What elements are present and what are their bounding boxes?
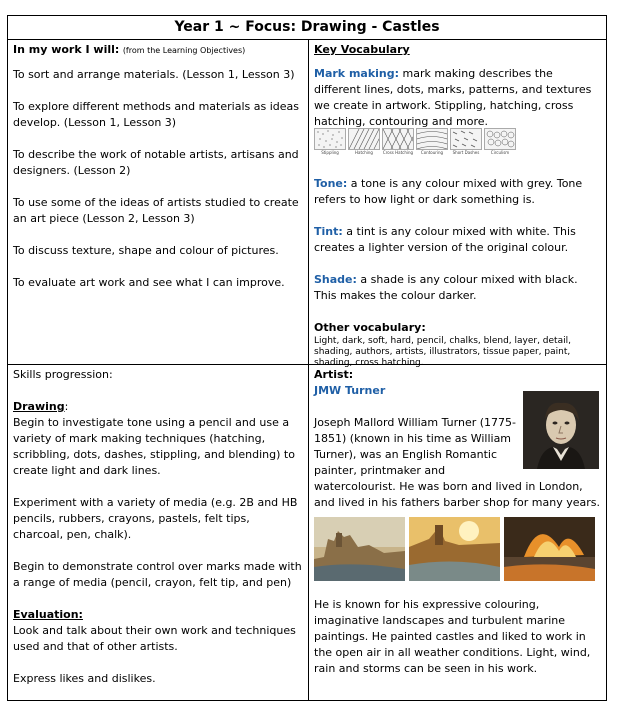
swatch-label: Cross Hatching bbox=[382, 150, 414, 155]
vocabulary-cell bbox=[309, 40, 606, 368]
spacer bbox=[13, 479, 303, 495]
mark-making-swatches bbox=[314, 128, 601, 156]
spacer bbox=[13, 59, 303, 67]
artist-bio-text: Joseph Mallord William Turner (1775-1851) (known in his time as William Turner), was an English Romantic painter, printmaker and watercolourist. He was born and lived in London, and lived in his fathers barber shop for many years. bbox=[314, 416, 601, 509]
vocab-tone bbox=[314, 176, 601, 208]
objectives-cell bbox=[8, 40, 308, 364]
cross-hatching-swatch bbox=[382, 128, 414, 156]
objective-item: To evaluate art work and see what I can improve. bbox=[13, 276, 285, 289]
vocab-term: Tint: bbox=[314, 225, 343, 238]
short-dashes-icon bbox=[450, 128, 482, 150]
turner-portrait-image bbox=[523, 391, 599, 469]
spacer bbox=[13, 131, 303, 147]
swatch-label: Contouring bbox=[420, 150, 444, 155]
drawing-heading: Drawing bbox=[13, 400, 65, 413]
evaluation-item: Express likes and dislikes. bbox=[13, 672, 156, 685]
drawing-item: Begin to investigate tone using a pencil and use a variety of mark making techniques (hatching, scribbling, dots, dashes, stippling, and blending) to create light and dark lines. bbox=[13, 416, 295, 477]
hatching-icon bbox=[348, 128, 380, 150]
vocab-definition: a tint is any colour mixed with white. This creates a lighter version of the original colour. bbox=[314, 225, 576, 254]
vocab-term: Tone: bbox=[314, 177, 348, 190]
swatch-label: Hatching bbox=[355, 150, 373, 155]
vocab-shade bbox=[314, 272, 601, 304]
stippling-swatch bbox=[314, 128, 346, 156]
spacer bbox=[13, 179, 303, 195]
evaluation-heading: Evaluation: bbox=[13, 608, 83, 621]
spacer bbox=[314, 208, 601, 224]
evaluation-item: Look and talk about their own work and techniques used and that of other artists. bbox=[13, 624, 296, 653]
short-dashes-swatch bbox=[450, 128, 482, 156]
objective-item: To explore different methods and materials as ideas develop. (Lesson 1, Lesson 3) bbox=[13, 100, 299, 129]
skills-cell bbox=[8, 365, 308, 701]
swatch-label: Circulism bbox=[490, 150, 510, 155]
artist-heading: Artist: bbox=[314, 368, 354, 381]
page-title: Year 1 ~ Focus: Drawing - Castles bbox=[8, 16, 606, 40]
objectives-heading: In my work I will: bbox=[13, 43, 120, 56]
spacer bbox=[13, 227, 303, 243]
knowledge-organiser bbox=[7, 15, 607, 701]
vocab-term: Mark making: bbox=[314, 67, 400, 80]
contouring-swatch bbox=[416, 128, 448, 156]
contouring-icon bbox=[416, 128, 448, 150]
circulism-icon bbox=[484, 128, 516, 150]
spacer bbox=[314, 256, 601, 272]
artist-cell bbox=[309, 365, 606, 701]
stippling-icon bbox=[314, 128, 346, 150]
vocab-mark-making bbox=[314, 66, 601, 130]
spacer bbox=[13, 591, 303, 607]
drawing-item: Experiment with a variety of media (e.g. 2B and HB pencils, rubbers, crayons, pastels, felt tips, charcoal, pen, chalk). bbox=[13, 496, 298, 541]
spacer bbox=[314, 304, 601, 320]
cross-hatching-icon bbox=[382, 128, 414, 150]
skills-heading: Skills progression: bbox=[13, 368, 113, 381]
circulism-swatch bbox=[484, 128, 516, 156]
fire-painting-image bbox=[504, 517, 595, 581]
vocabulary-heading: Key Vocabulary bbox=[314, 43, 410, 56]
drawing-heading-colon: : bbox=[64, 400, 69, 413]
other-vocabulary-heading: Other vocabulary: bbox=[314, 321, 426, 334]
other-vocabulary-list: Light, dark, soft, hard, pencil, chalks, blend, layer, detail, shading, authors, artists, illustrators, tissue paper, paint, shading, cross hatching. bbox=[314, 336, 571, 368]
spacer bbox=[314, 58, 601, 66]
objectives-heading-note: (from the Learning Objectives) bbox=[122, 46, 246, 55]
spacer bbox=[314, 581, 601, 597]
spacer bbox=[13, 83, 303, 99]
vocab-definition: a tone is any colour mixed with grey. Tone refers to how light or dark something is. bbox=[314, 177, 583, 206]
objective-item: To describe the work of notable artists, artisans and designers. (Lesson 2) bbox=[13, 148, 299, 177]
castle-painting-image bbox=[314, 517, 405, 581]
turner-paintings bbox=[314, 517, 601, 581]
vocab-definition: a shade is any colour mixed with black. This makes the colour darker. bbox=[314, 273, 578, 302]
spacer bbox=[13, 259, 303, 275]
objective-item: To use some of the ideas of artists studied to create an art piece (Lesson 2, Lesson 3) bbox=[13, 196, 299, 225]
hatching-swatch bbox=[348, 128, 380, 156]
spacer bbox=[314, 160, 601, 176]
drawing-heading-line bbox=[13, 399, 303, 415]
swatch-label: Short Dashes bbox=[452, 150, 480, 155]
artist-known-for: He is known for his expressive colouring, imaginative landscapes and turbulent marine paintings. He painted castles and liked to work in the open air in all weather conditions. Light, wind, rain and storms can be seen in his work. bbox=[314, 598, 591, 675]
swatch-label: Stippling bbox=[321, 150, 339, 155]
vocab-tint bbox=[314, 224, 601, 256]
landscape-painting-image bbox=[409, 517, 500, 581]
drawing-item: Begin to demonstrate control over marks made with a range of media (pencil, crayon, felt tip, and pen) bbox=[13, 560, 302, 589]
vocab-definition: mark making describes the different lines, dots, marks, patterns, and textures we create in artwork. Stippling, hatching, cross hatching, contouring and more. bbox=[314, 67, 592, 128]
artist-name: JMW Turner bbox=[314, 384, 386, 397]
spacer bbox=[13, 655, 303, 671]
objectives-heading-line bbox=[13, 42, 303, 59]
vocab-term: Shade: bbox=[314, 273, 357, 286]
objective-item: To discuss texture, shape and colour of pictures. bbox=[13, 244, 279, 257]
spacer bbox=[13, 383, 303, 399]
spacer bbox=[13, 543, 303, 559]
objective-item: To sort and arrange materials. (Lesson 1, Lesson 3) bbox=[13, 68, 295, 81]
